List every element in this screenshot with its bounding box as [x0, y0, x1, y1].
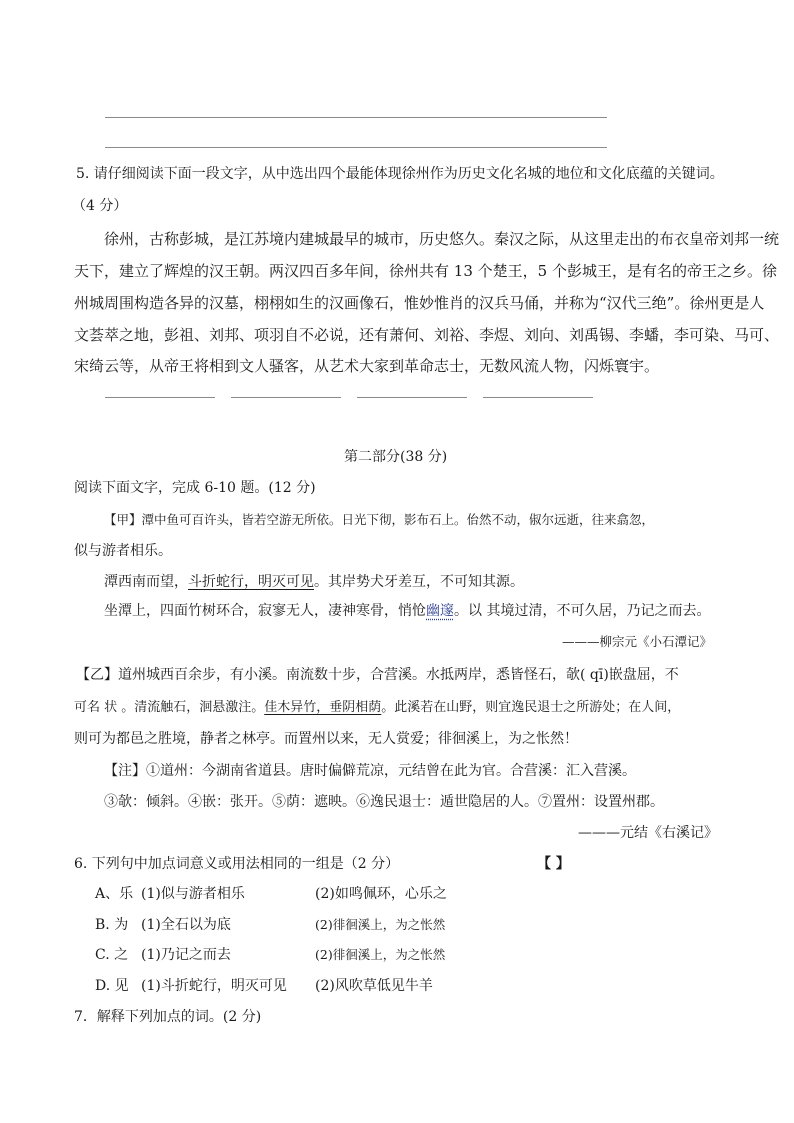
- yi-note-1: 【注】①道州：今湖南省道县。唐时偏僻荒凉，元结曾在此为官。合营溪：汇入营溪。: [104, 763, 636, 779]
- q6-option-d[interactable]: [95, 975, 433, 995]
- yi-source: ———元结《右溪记》: [578, 825, 718, 841]
- yi-line-3: 则可为都邑之胜境，静者之林亭。而置州以来，无人赏爱；徘徊溪上，为之怅然！: [74, 731, 578, 747]
- part2-title: 第二部分(38 分): [344, 449, 448, 465]
- q5-passage-line-3: 州城周围构造各异的汉墓，栩栩如生的汉画像石，惟妙惟肖的汉兵马俑，并称为“汉代三绝”。徐州更是人: [74, 294, 765, 312]
- q5-passage-line-5: 宋绮云等，从帝王将相到文人骚客，从艺术大家到革命志士，无数风流人物，闪烁寰宇。: [74, 357, 660, 375]
- q6-option-b[interactable]: [95, 914, 445, 934]
- q5-passage-line-4: 文荟萃之地，彭祖、刘邦、项羽自不必说，还有萧何、刘裕、李煜、刘向、刘禹锡、李蟠，李可染、马可、: [74, 326, 780, 344]
- q5-score: （4 分）: [72, 198, 128, 214]
- q6-stem: 6. 下列句中加点词意义或用法相同的一组是（2 分）: [74, 856, 400, 872]
- keyword-blank-3: [357, 397, 467, 398]
- option-label: A、乐: [95, 886, 134, 902]
- keyword-blank-4: [483, 397, 593, 398]
- jia-dotted-word: 幽邃: [426, 603, 454, 619]
- option-sentence-2: (2)徘徊溪上，为之怅然: [315, 917, 446, 932]
- yi-line-1: 【乙】道州城西百余步，有小溪。南流数十步，合营溪。水抵两岸，悉皆怪石，欹( qī)嵌盘屈，不: [76, 667, 679, 683]
- q6-option-c[interactable]: [95, 944, 445, 964]
- jia-source: ———柳宗元《小石潭记》: [562, 634, 713, 649]
- option-sentence-1: (1)全石以为底: [141, 917, 231, 933]
- answer-line-2: [105, 147, 607, 148]
- q6-answer-bracket[interactable]: 【 】: [537, 856, 570, 872]
- option-label: D. 见: [95, 978, 129, 994]
- jia-para-3: [104, 600, 710, 620]
- yi-underlined-phrase: 佳木异竹，垂阴相荫: [264, 700, 382, 715]
- q7-stem: 7．解释下列加点的词。(2 分): [74, 1009, 262, 1025]
- q5-passage-line-1: 徐州，古称彭城，是江苏境内建城最早的城市，历史悠久。秦汉之际，从这里走出的布衣皇帝刘邦一统: [104, 230, 780, 248]
- jia-para-2-a: 潭西南而望，: [104, 574, 188, 590]
- jia-para-3-a: 坐潭上，四面竹树环合，寂寥无人，凄神寒骨，悄怆: [104, 603, 426, 619]
- answer-line-1: [105, 117, 607, 118]
- jia-line-1: 【甲】潭中鱼可百许头，皆若空游无所依。日光下彻，影布石上。佁然不动，俶尔远逝，往来翕忽，: [104, 512, 655, 527]
- option-sentence-2: (2)风吹草低见牛羊: [315, 978, 433, 994]
- q5-stem: 5. 请仔细阅读下面一段文字，从中选出四个最能体现徐州作为历史文化名城的地位和文化底蕴的关键词。: [76, 166, 724, 182]
- jia-underlined-phrase: 斗折蛇行，明灭可见: [188, 574, 314, 590]
- option-label: B. 为: [95, 917, 129, 933]
- yi-line-2: [74, 696, 680, 715]
- yi-line-2-b: 。此溪若在山野，则宜逸民退士之所游处；在人间，: [381, 700, 681, 715]
- option-sentence-1: (1)似与游者相乐: [141, 886, 245, 902]
- yi-note-2: ③欹：倾斜。④嵌：张开。⑤荫：遮映。⑥逸民退士：遁世隐居的人。⑦置州：设置州郡。: [104, 794, 664, 810]
- keyword-blank-1: [105, 397, 215, 398]
- jia-para-3-b: 。以 其境过清，不可久居，乃记之而去。: [454, 603, 711, 619]
- option-sentence-2: (2)徘徊溪上，为之怅然: [315, 947, 446, 962]
- option-label: C. 之: [95, 947, 129, 963]
- option-sentence-1: (1)乃记之而去: [141, 947, 231, 963]
- keyword-blank-2: [231, 397, 341, 398]
- option-sentence-1: (1)斗折蛇行，明灭可见: [141, 978, 287, 994]
- jia-para-2: [104, 571, 524, 591]
- part2-instruction: 阅读下面文字，完成 6-10 题。(12 分): [74, 480, 316, 496]
- yi-line-2-a: 可名 状 。清流触石，洄悬激注。: [74, 700, 265, 715]
- jia-para-2-b: 。其岸势犬牙差互，不可知其源。: [314, 574, 524, 590]
- q5-passage-line-2: 天下，建立了辉煌的汉王朝。两汉四百多年间，徐州共有 13 个楚王，5 个彭城王，是有名的帝王之乡。徐: [74, 262, 777, 280]
- option-sentence-2: (2)如鸣佩环，心乐之: [315, 886, 447, 902]
- jia-line-2: 似与游者相乐。: [74, 543, 172, 559]
- q6-option-a[interactable]: [95, 883, 447, 903]
